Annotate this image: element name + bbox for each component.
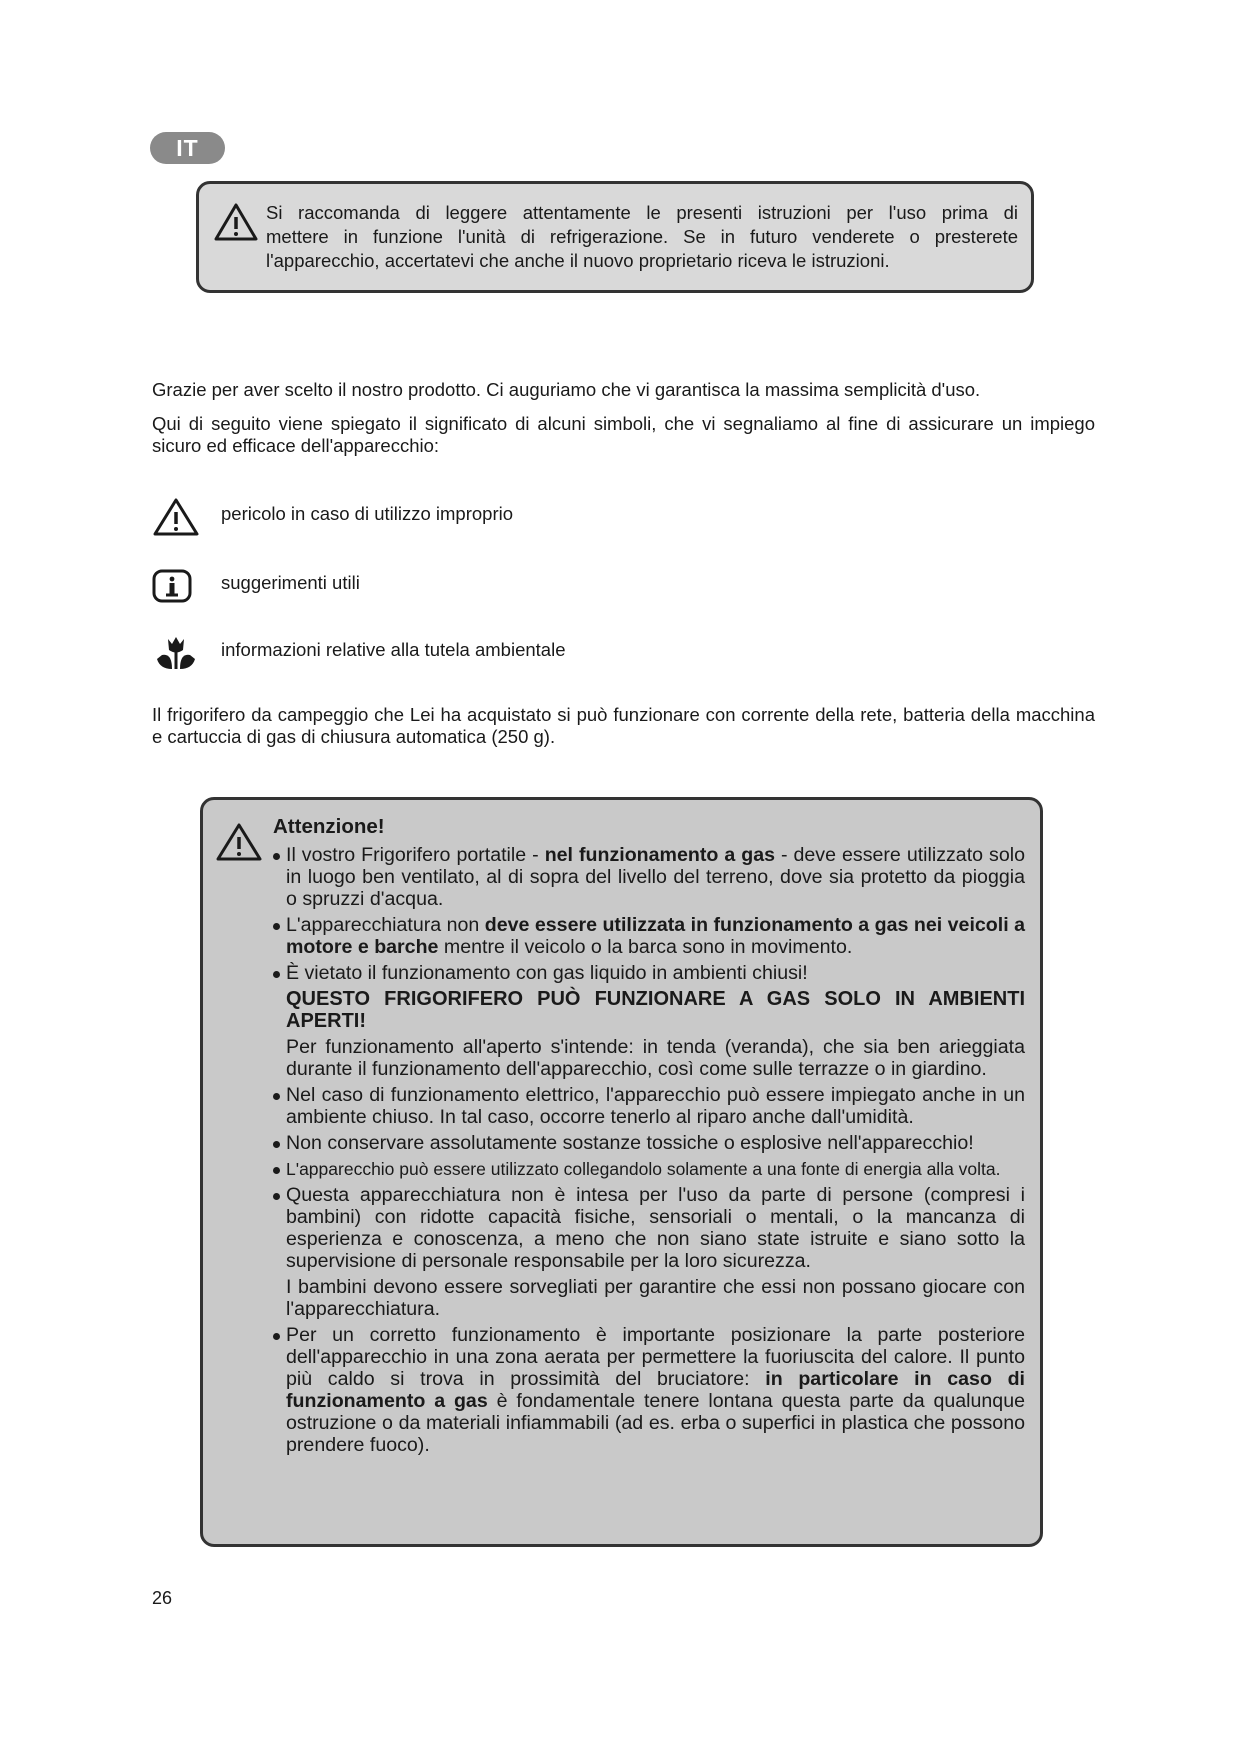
warning-triangle-icon — [213, 202, 259, 242]
intro-warning-text: Si raccomanda di leggere attentamente le presenti istruzioni per l'uso prima di mettere in funzione l'unità di refrigerazione. Se in futuro venderete o presterete l'apparecchio, accertatevi che anche il nuovo proprietario riceva le istruzioni. — [266, 202, 1018, 271]
bullet — [273, 1141, 280, 1148]
intro-warning-box — [196, 181, 1034, 293]
info-icon — [152, 566, 200, 606]
attention-item: Non conservare assolutamente sostanze tossiche o esplosive nell'apparecchio! — [273, 1132, 1025, 1154]
attention-emphasis: QUESTO FRIGORIFERO PUÒ FUNZIONARE A GAS SOLO IN AMBIENTI APERTI! — [286, 988, 1025, 1032]
thanks-paragraph: Grazie per aver scelto il nostro prodotto. Ci auguriamo che vi garantisca la massima semplicità d'uso. — [152, 379, 981, 400]
language-badge: IT — [150, 132, 225, 164]
bullet — [273, 1167, 280, 1174]
symbol-label: informazioni relative alla tutela ambientale — [221, 639, 566, 660]
attention-note: I bambini devono essere sorvegliati per garantire che essi non possano giocare con l'apparecchiatura. — [286, 1276, 1025, 1320]
attention-item: Il vostro Frigorifero portatile - nel funzionamento a gas - deve essere utilizzato solo in luogo ben ventilato, al di sopra del livello del terreno, dove sia protetto da pioggia o spruzzi d'acqua. — [273, 844, 1025, 910]
bullet — [273, 923, 280, 930]
symbols-intro-paragraph: Qui di seguito viene spiegato il significato di alcuni simboli, che vi segnaliamo al fine di assicurare un impiego sicuro ed efficace dell'apparecchio: — [152, 413, 1095, 456]
attention-box — [200, 797, 1043, 1547]
bullet — [273, 853, 280, 860]
warning-triangle-icon — [215, 822, 263, 862]
attention-content — [273, 816, 1025, 1460]
attention-item: Nel caso di funzionamento elettrico, l'apparecchio può essere impiegato anche in un ambiente chiuso. In tal caso, occorre tenerlo al riparo anche dall'umidità. — [273, 1084, 1025, 1128]
warning-triangle-icon — [152, 497, 200, 537]
attention-item: L'apparecchio può essere utilizzato collegandolo solamente a una fonte di energia alla volta. — [273, 1158, 1025, 1180]
attention-item: È vietato il funzionamento con gas liquido in ambienti chiusi! — [273, 962, 1025, 984]
attention-note: Per funzionamento all'aperto s'intende: in tenda (veranda), che sia ben arieggiata durante il funzionamento dell'apparecchio, così come sulle terrazze o in giardino. — [286, 1036, 1025, 1080]
page-number: 26 — [152, 1588, 173, 1608]
bullet — [273, 971, 280, 978]
attention-item: Questa apparecchiatura non è intesa per l'uso da parte di persone (compresi i bambini) con ridotte capacità fisiche, sensoriali o mentali, o la mancanza di esperienza e conoscenza, a meno che non siano state istruite e siano sotto la supervisione di personale responsabile per la loro sicurezza. — [273, 1184, 1025, 1272]
product-paragraph: Il frigorifero da campeggio che Lei ha acquistato si può funzionare con corrente della rete, batteria della macchina e cartuccia di gas di chiusura automatica (250 g). — [152, 704, 1095, 747]
symbol-label: suggerimenti utili — [221, 572, 360, 593]
attention-item: Per un corretto funzionamento è importante posizionare la parte posteriore dell'apparecchio in una zona aerata per permettere la fuoriuscita del calore. Il punto più caldo si trova in prossimità del bruciatore: in particolare in caso di funzionamento a gas è fondamentale tenere lontana questa parte da qualunque ostruzione o da materiali infiammabili (ad es. erba o superfici in plastica che possono prendere fuoco). — [273, 1324, 1025, 1456]
environment-flower-icon — [152, 633, 200, 673]
attention-item: L'apparecchiatura non deve essere utilizzata in funzionamento a gas nei veicoli a motore e barche mentre il veicolo o la barca sono in movimento. — [273, 914, 1025, 958]
bullet — [273, 1193, 280, 1200]
symbol-label: pericolo in caso di utilizzo improprio — [221, 503, 514, 524]
attention-title: Attenzione! — [273, 815, 385, 838]
bullet — [273, 1093, 280, 1100]
bullet — [273, 1333, 280, 1340]
